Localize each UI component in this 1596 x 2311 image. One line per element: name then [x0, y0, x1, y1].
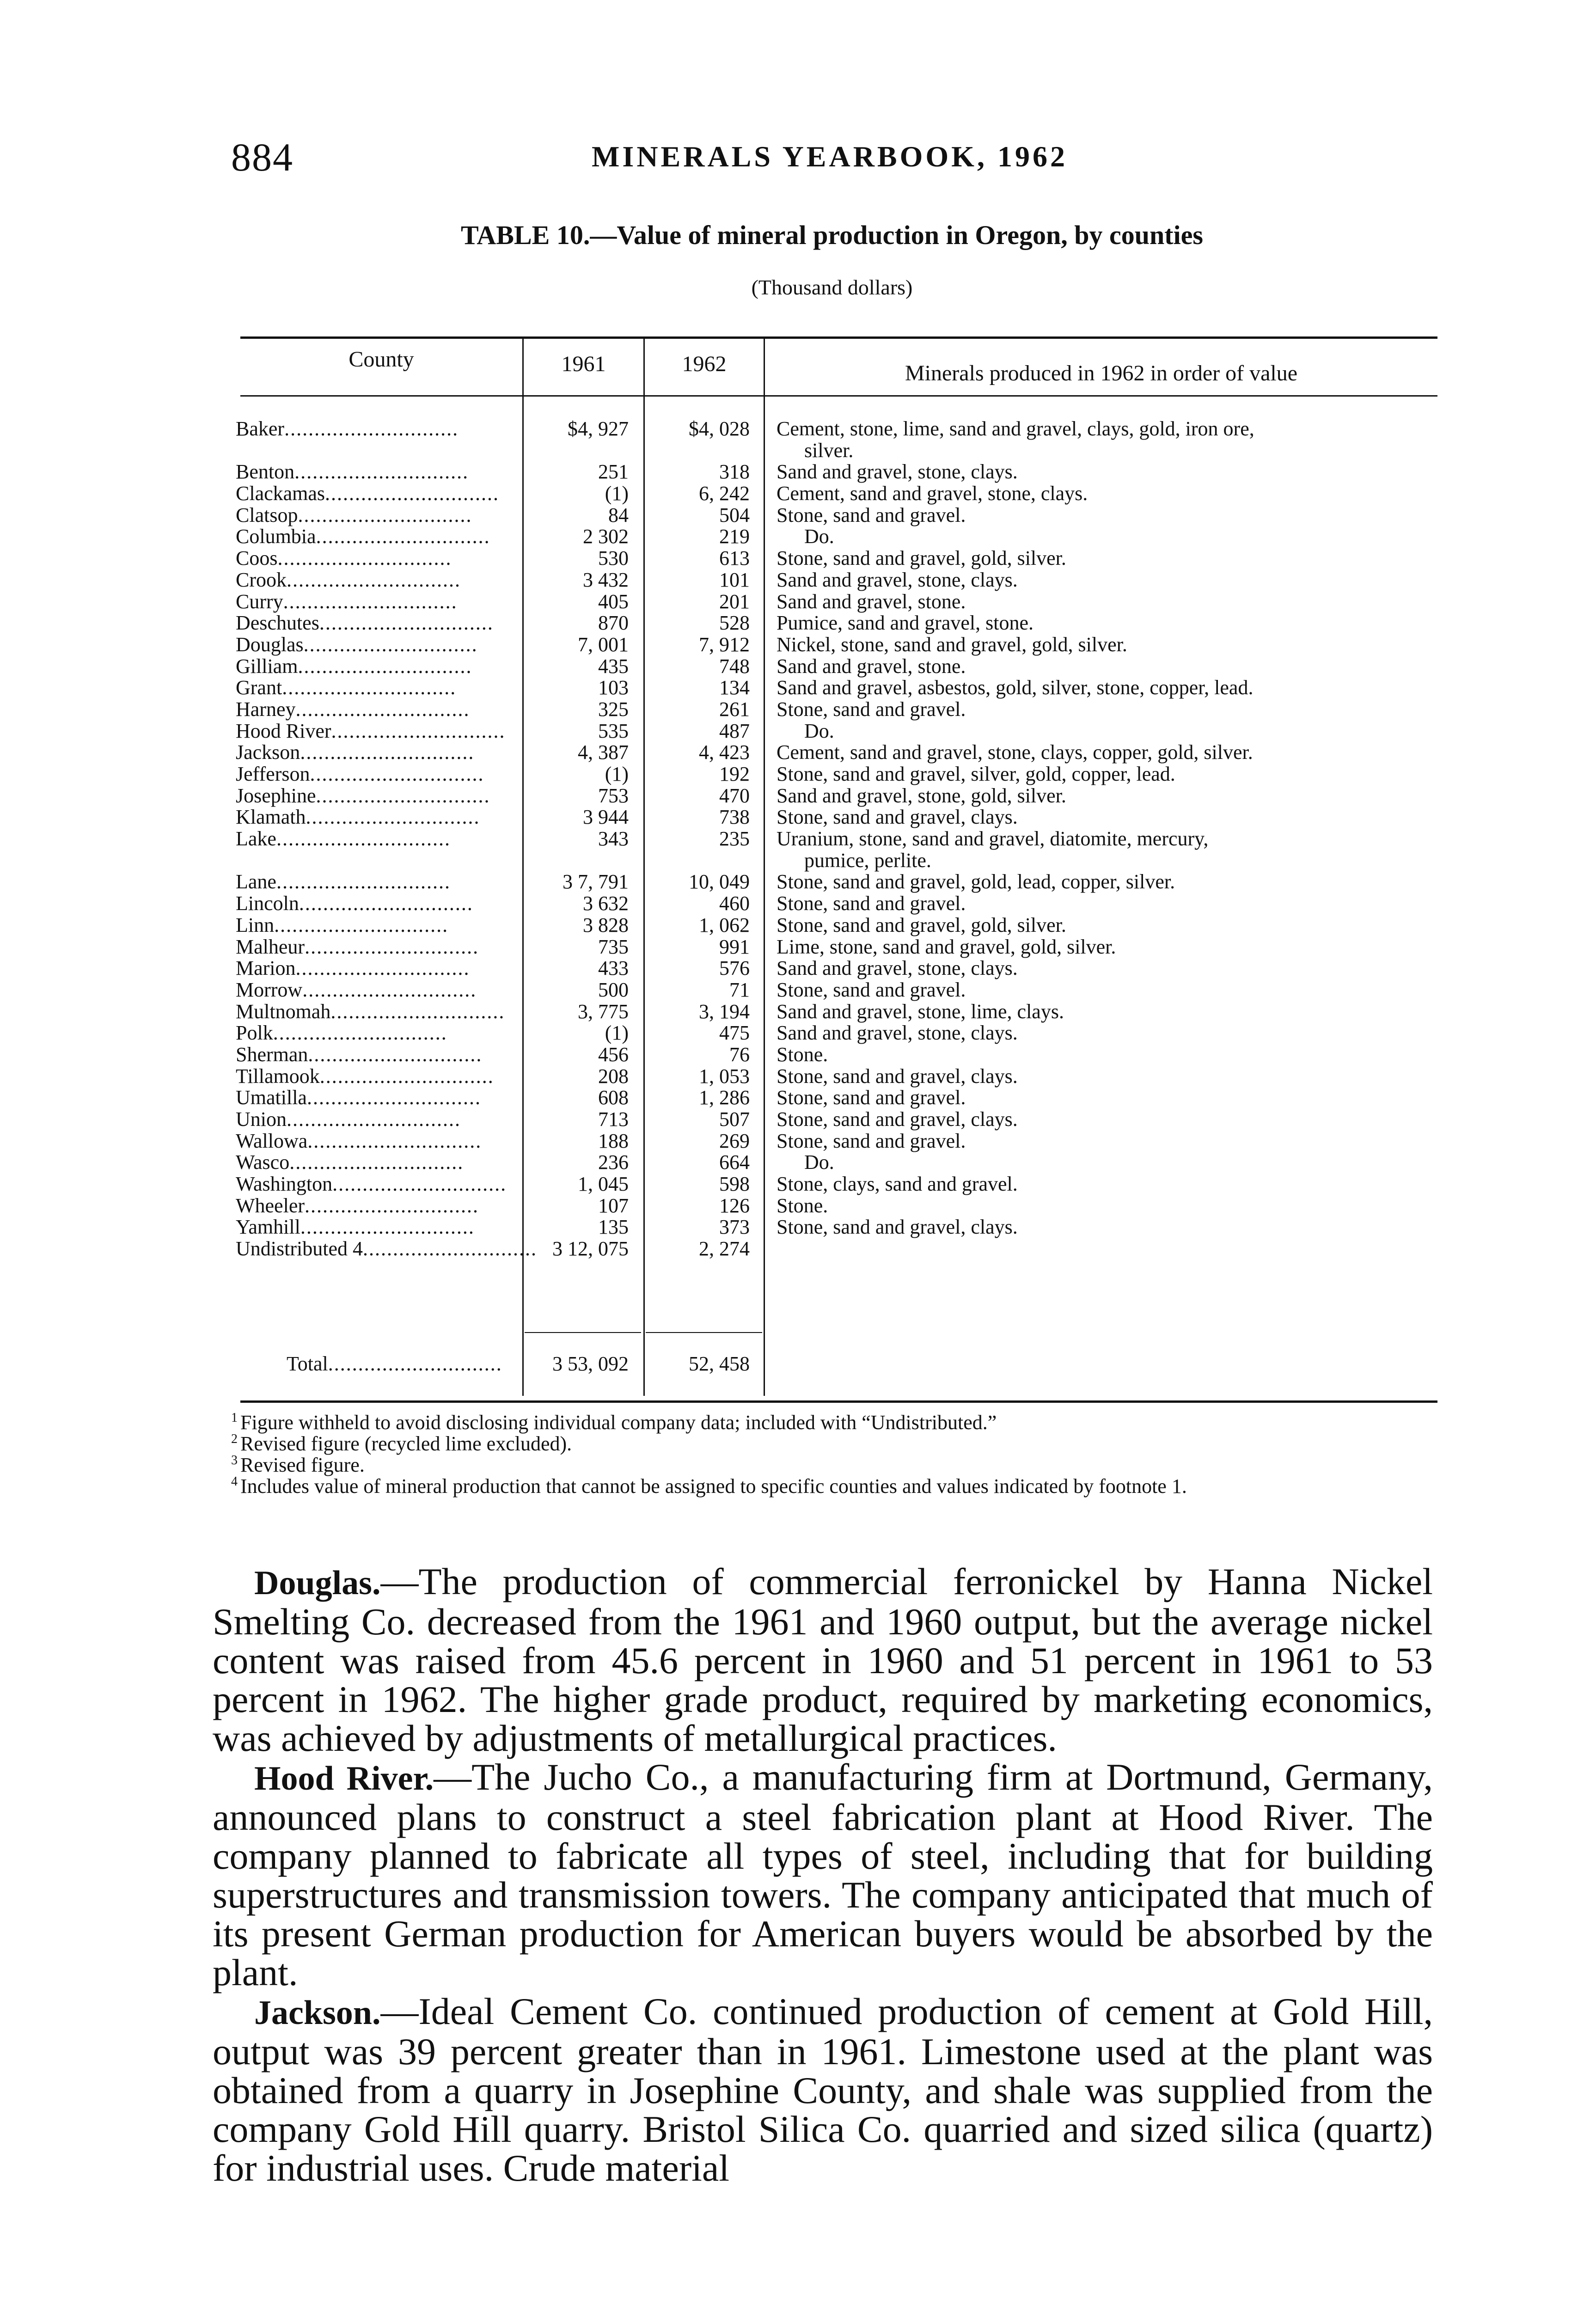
value-1961: 251 — [598, 460, 629, 483]
minerals-cell: Stone, sand and gravel, clays. — [777, 1216, 1018, 1239]
value-1961: 103 — [598, 676, 629, 699]
minerals-cell: Cement, stone, lime, sand and gravel, clays, gold, iron ore, silver. — [777, 417, 1254, 462]
value-1962: 192 — [719, 763, 750, 786]
value-1962: 6, 242 — [699, 482, 750, 505]
table-row: Lake............................. — [236, 827, 451, 850]
footnote: $^1$ Figure withheld to avoid disclosing individual company data; included with “Undistributed.” — [231, 1411, 997, 1434]
value-1962: 470 — [719, 784, 750, 807]
column-header-minerals: Minerals produced in 1962 in order of value — [905, 361, 1298, 385]
column-header-1962: 1962 — [682, 352, 727, 376]
value-1962: 134 — [719, 676, 750, 699]
value-1962: 1, 286 — [699, 1086, 750, 1109]
table-bottom-rule — [240, 1400, 1437, 1403]
minerals-cell: Stone. — [777, 1043, 828, 1066]
table-row: Clackamas............................. — [236, 482, 500, 505]
running-head: MINERALS YEARBOOK, 1962 — [592, 140, 1068, 173]
value-1961: 433 — [598, 957, 629, 980]
table-row: Lane............................. — [236, 870, 451, 893]
table-row: Klamath............................. — [236, 806, 480, 829]
minerals-cell: Nickel, stone, sand and gravel, gold, silver. — [777, 633, 1127, 656]
table-row: Crook............................. — [236, 568, 461, 591]
minerals-cell: Cement, sand and gravel, stone, clays. — [777, 482, 1088, 505]
value-1962: 3, 194 — [699, 1000, 750, 1023]
value-1962: 598 — [719, 1173, 750, 1196]
value-1961: (1) — [605, 1021, 629, 1045]
table-row: Tillamook............................. — [236, 1064, 494, 1088]
table-title: TABLE 10.—Value of mineral production in Oregon, by counties — [461, 220, 1203, 250]
value-1962: 1, 053 — [699, 1064, 750, 1088]
value-1961: 7, 001 — [578, 633, 629, 656]
minerals-cell: Sand and gravel, asbestos, gold, silver, stone, copper, lead. — [777, 676, 1254, 699]
body-text — [213, 1562, 1433, 2188]
total-1962: 52, 458 — [689, 1352, 750, 1375]
county-column — [236, 417, 537, 1260]
minerals-cell: Do. — [804, 1151, 834, 1174]
table-row: Grant............................. — [236, 676, 457, 699]
footnotes — [231, 1412, 1442, 1497]
table-row: Multnomah............................. — [236, 1000, 505, 1023]
column-header-county: County — [349, 347, 414, 372]
minerals-cell: Stone, sand and gravel. — [777, 503, 966, 526]
value-1961: 107 — [598, 1194, 629, 1217]
value-1962: 101 — [719, 568, 750, 591]
table-row: Union............................. — [236, 1108, 461, 1131]
value-1962: 1, 062 — [699, 913, 750, 936]
paragraph-heading: Douglas. — [254, 1564, 381, 1602]
value-1961: 3 828 — [583, 913, 629, 936]
value-1962: 460 — [719, 892, 750, 915]
value-1962: 507 — [719, 1108, 750, 1131]
minerals-cell: Sand and gravel, stone, clays. — [777, 460, 1018, 483]
value-1961: 135 — [598, 1216, 629, 1239]
minerals-cell: Sand and gravel, stone. — [777, 654, 966, 678]
value-1962: 373 — [719, 1216, 750, 1239]
table-row: Harney............................. — [236, 697, 470, 721]
minerals-cell: Stone, sand and gravel. — [777, 1129, 966, 1152]
minerals-cell: Do. — [804, 525, 834, 548]
value-1961: 2 302 — [583, 525, 629, 548]
table-row: Undistributed 4............................. — [236, 1237, 537, 1260]
value-1962: 7, 912 — [699, 633, 750, 656]
minerals-cell: Lime, stone, sand and gravel, gold, silver. — [777, 935, 1116, 958]
value-1962: 664 — [719, 1151, 750, 1174]
paragraph-heading: Jackson. — [254, 1994, 381, 2032]
value-1962: 528 — [719, 611, 750, 635]
value-1961: 405 — [598, 590, 629, 613]
table-row: Douglas............................. — [236, 633, 478, 656]
table-row: Curry............................. — [236, 590, 458, 613]
table-row: Yamhill............................. — [236, 1216, 475, 1239]
value-1961: 608 — [598, 1086, 629, 1109]
minerals-cell: Sand and gravel, stone. — [777, 590, 966, 613]
paragraph: Douglas.—The production of commercial ferronickel by Hanna Nickel Smelting Co. decreased from the 1961 and 1960 output, but the average nickel content was raised from 45.6 percent in 1960 and 51 percent in 1961 to 53 percent in 1962. The higher grade product, required by marketing economics, was achieved by adjustments of metallurgical practices. — [213, 1560, 1433, 1759]
table-row: Lincoln............................. — [236, 892, 473, 915]
value-1962: 748 — [719, 654, 750, 678]
total-top-rule-1961 — [525, 1332, 641, 1333]
minerals-cell: Stone, sand and gravel, gold, silver. — [777, 913, 1066, 936]
minerals-cell: Pumice, sand and gravel, stone. — [777, 611, 1033, 635]
value-1962: 71 — [729, 978, 750, 1001]
table-row: Benton............................. — [236, 460, 469, 483]
value-1961: 325 — [598, 697, 629, 721]
table-row: Josephine............................. — [236, 784, 490, 807]
paragraph: Hood River.—The Jucho Co., a manufacturing firm at Dortmund, Germany, announced plans to construct a steel fabrication plant at Hood River. The company planned to fabricate all types of steel, including that for building superstructures and transmission towers. The company anticipated that much of its present German production for American buyers would be absorbed by the plant. — [213, 1756, 1433, 1993]
value-1961: 84 — [608, 503, 629, 526]
table-top-rule — [240, 336, 1437, 339]
minerals-cell: Sand and gravel, stone, clays. — [777, 1021, 1018, 1045]
value-1962-column — [653, 418, 750, 1260]
value-1962: 76 — [729, 1043, 750, 1066]
minerals-cell: Stone, sand and gravel, silver, gold, copper, lead. — [777, 763, 1175, 786]
value-1961: 3, 775 — [578, 1000, 629, 1023]
value-1961: 3 12, 075 — [552, 1237, 629, 1260]
value-1961: 735 — [598, 935, 629, 958]
table-row: Washington............................. — [236, 1173, 507, 1196]
minerals-column — [777, 418, 1479, 1260]
table-row: Wasco............................. — [236, 1151, 464, 1174]
value-1962: 219 — [719, 525, 750, 548]
value-1962: 475 — [719, 1021, 750, 1045]
table-row: Deschutes............................. — [236, 611, 494, 635]
value-1961: (1) — [605, 482, 629, 505]
footnote: $^2$ Revised figure (recycled lime excluded). — [231, 1432, 572, 1455]
paragraph-heading: Hood River. — [254, 1760, 434, 1797]
table-row: Wallowa............................. — [236, 1129, 482, 1152]
footnote: $^3$ Revised figure. — [231, 1453, 365, 1476]
page-number: 884 — [231, 135, 294, 179]
table-row: Marion............................. — [236, 957, 470, 980]
paragraph: Jackson.—Ideal Cement Co. continued production of cement at Gold Hill, output was 39 percent greater than in 1961. Limestone used at the plant was obtained from a quarry in Josephine County, and shale was supplied from the company Gold Hill quarry. Bristol Silica Co. quarried and sized silica (quartz) for industrial uses. Crude material — [213, 1990, 1433, 2189]
column-divider-2 — [643, 337, 645, 1396]
county-name: Baker — [236, 417, 285, 440]
value-1962: 991 — [719, 935, 750, 958]
value-1961: (1) — [605, 763, 629, 786]
value-1962: 201 — [719, 590, 750, 613]
table-row: Baker............................. — [236, 417, 459, 440]
table-row: Coos............................. — [236, 547, 452, 570]
value-1962: 504 — [719, 503, 750, 526]
value-1961: 530 — [598, 547, 629, 570]
table-row: Sherman............................. — [236, 1043, 483, 1066]
minerals-cell: Stone, clays, sand and gravel. — [777, 1173, 1018, 1196]
value-1961: 753 — [598, 784, 629, 807]
table-row: Columbia............................. — [236, 525, 490, 548]
value-1961: 343 — [598, 827, 629, 850]
minerals-cell: Sand and gravel, stone, gold, silver. — [777, 784, 1066, 807]
table-row: Jackson............................. — [236, 741, 475, 764]
minerals-cell: Stone, sand and gravel. — [777, 697, 966, 721]
table-row: Jefferson............................. — [236, 763, 484, 786]
total-top-rule-1962 — [646, 1332, 762, 1333]
value-1961: 456 — [598, 1043, 629, 1066]
value-1961: 208 — [598, 1064, 629, 1088]
value-1962: 318 — [719, 460, 750, 483]
value-1961: 3 432 — [583, 568, 629, 591]
minerals-cell: Sand and gravel, stone, lime, clays. — [777, 1000, 1064, 1023]
minerals-cell: Do. — [804, 719, 834, 742]
table-row: Linn............................. — [236, 913, 449, 936]
minerals-cell: Stone, sand and gravel. — [777, 1086, 966, 1109]
value-1962: 576 — [719, 957, 750, 980]
value-1962: 10, 049 — [689, 870, 750, 893]
table-row: Hood River............................. — [236, 719, 506, 742]
minerals-cell: Stone, sand and gravel, gold, silver. — [777, 547, 1066, 570]
value-1961: 435 — [598, 654, 629, 678]
table-row: Gilliam............................. — [236, 654, 472, 678]
value-1962: 2, 274 — [699, 1237, 750, 1260]
minerals-cell: Stone, sand and gravel. — [777, 978, 966, 1001]
value-1962: $4, 028 — [689, 417, 750, 440]
table-row: Morrow............................. — [236, 978, 477, 1001]
table-row: Malheur............................. — [236, 935, 479, 958]
value-1961: 3 632 — [583, 892, 629, 915]
value-1962: 126 — [719, 1194, 750, 1217]
column-header-1961: 1961 — [561, 352, 606, 376]
minerals-cell: Stone, sand and gravel, gold, lead, copper, silver. — [777, 870, 1175, 893]
value-1962: 261 — [719, 697, 750, 721]
table-unit: (Thousand dollars) — [751, 275, 913, 299]
value-1962: 4, 423 — [699, 741, 750, 764]
value-1961: $4, 927 — [568, 417, 629, 440]
minerals-cell: Stone, sand and gravel, clays. — [777, 806, 1018, 829]
value-1961: 188 — [598, 1129, 629, 1152]
minerals-cell: Stone, sand and gravel, clays. — [777, 1108, 1018, 1131]
value-1962: 487 — [719, 719, 750, 742]
value-1961: 535 — [598, 719, 629, 742]
page-header — [231, 134, 1433, 190]
value-1961: 3 944 — [583, 806, 629, 829]
value-1962: 613 — [719, 547, 750, 570]
minerals-cell: Stone, sand and gravel, clays. — [777, 1064, 1018, 1088]
table-row: Umatilla............................. — [236, 1086, 481, 1109]
minerals-cell: Uranium, stone, sand and gravel, diatomite, mercury, pumice, perlite. — [777, 827, 1209, 872]
header-bottom-rule — [240, 395, 1437, 397]
value-1962: 235 — [719, 827, 750, 850]
value-1961: 3 7, 791 — [563, 870, 629, 893]
value-1962: 738 — [719, 806, 750, 829]
value-1961: 4, 387 — [578, 741, 629, 764]
column-divider-3 — [764, 337, 765, 1396]
total-1961: 3 53, 092 — [552, 1352, 629, 1375]
total-label: Total............................. — [287, 1352, 502, 1375]
minerals-cell: Sand and gravel, stone, clays. — [777, 568, 1018, 591]
value-1961: 713 — [598, 1108, 629, 1131]
table-row: Polk............................. — [236, 1021, 447, 1045]
minerals-cell — [777, 1238, 1451, 1260]
value-1961: 870 — [598, 611, 629, 635]
table-row: Wheeler............................. — [236, 1194, 479, 1217]
value-1961: 1, 045 — [578, 1173, 629, 1196]
footnote: $^4$ Includes value of mineral production that cannot be assigned to specific counties and values indicated by footnote 1. — [231, 1474, 1187, 1498]
minerals-cell: Cement, sand and gravel, stone, clays, copper, gold, silver. — [777, 741, 1253, 764]
value-1961: 236 — [598, 1151, 629, 1174]
value-1961: 500 — [598, 978, 629, 1001]
minerals-cell: Sand and gravel, stone, clays. — [777, 957, 1018, 980]
table-row: Clatsop............................. — [236, 503, 472, 526]
minerals-cell: Stone, sand and gravel. — [777, 892, 966, 915]
minerals-cell: Stone. — [777, 1194, 828, 1217]
value-1961-column — [532, 418, 629, 1260]
value-1962: 269 — [719, 1129, 750, 1152]
